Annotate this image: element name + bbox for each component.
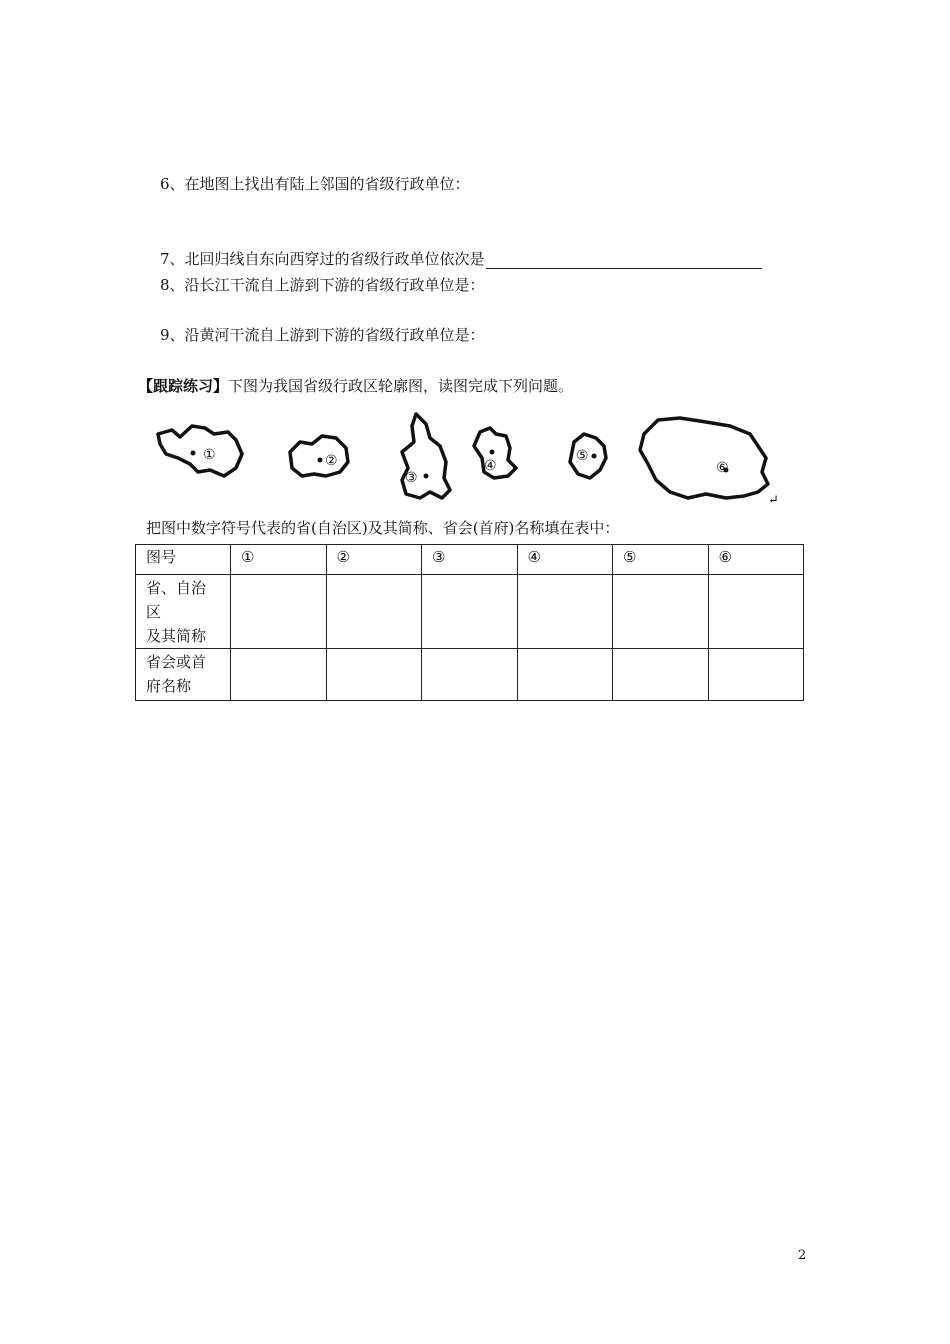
question-9: 9、沿黄河干流自上游到下游的省级行政单位是： <box>160 326 485 344</box>
row-label-line: 省、自治区 <box>146 579 207 621</box>
answer-cell[interactable] <box>326 575 422 649</box>
row-label-capital <box>136 649 231 701</box>
row-label-line: 府名称 <box>146 677 192 695</box>
table-header-row <box>136 545 804 575</box>
outline-1 <box>158 426 242 476</box>
row-label-line: 及其简称 <box>146 627 207 645</box>
answer-cell[interactable] <box>517 649 613 701</box>
row-label-province <box>136 575 231 649</box>
outline-6-label: ⑥ <box>716 460 729 476</box>
outline-3 <box>402 414 450 498</box>
outline-5 <box>570 434 606 478</box>
header-cell: ⑥ <box>708 545 804 575</box>
outline-2-label: ② <box>325 453 338 469</box>
table-row-province <box>136 575 804 649</box>
row-label-line: 省会或首 <box>146 653 207 671</box>
answer-cell[interactable] <box>708 649 804 701</box>
header-cell: ② <box>326 545 422 575</box>
province-outlines-figure <box>150 412 790 512</box>
outline-6 <box>640 418 768 498</box>
return-mark: ↵ <box>768 493 779 508</box>
table-row-capital <box>136 649 804 701</box>
header-cell: 图号 <box>136 545 231 575</box>
header-cell: ⑤ <box>613 545 709 575</box>
question-8: 8、沿长江干流自上游到下游的省级行政单位是： <box>160 276 485 294</box>
answer-cell[interactable] <box>422 575 518 649</box>
header-cell: ④ <box>517 545 613 575</box>
practice-text: 下图为我国省级行政区轮廓图，读图完成下列问题。 <box>228 377 574 395</box>
question-7-text: 7、北回归线自东向西穿过的省级行政单位依次是 <box>160 250 485 268</box>
practice-section <box>138 376 573 396</box>
outline-2 <box>290 436 348 476</box>
answer-cell[interactable] <box>231 575 327 649</box>
question-6: 6、在地图上找出有陆上邻国的省级行政单位： <box>160 175 470 193</box>
answer-cell[interactable] <box>422 649 518 701</box>
answer-cell[interactable] <box>613 649 709 701</box>
outline-4-label: ④ <box>484 458 497 474</box>
header-cell: ① <box>231 545 327 575</box>
question-7 <box>160 249 762 269</box>
answer-table <box>135 544 804 701</box>
answer-cell[interactable] <box>613 575 709 649</box>
outline-4 <box>474 428 516 478</box>
answer-cell[interactable] <box>708 575 804 649</box>
outline-5-label: ⑤ <box>576 448 589 464</box>
answer-cell[interactable] <box>231 649 327 701</box>
page-number: 2 <box>798 1248 807 1263</box>
answer-cell[interactable] <box>517 575 613 649</box>
practice-heading: 【跟踪练习】 <box>138 377 229 395</box>
header-cell: ③ <box>422 545 518 575</box>
outline-1-label: ① <box>203 447 216 463</box>
answer-cell[interactable] <box>326 649 422 701</box>
table-instruction: 把图中数字符号代表的省(自治区)及其简称、省会(首府)名称填在表中： <box>146 519 620 537</box>
answer-blank[interactable] <box>486 251 762 269</box>
outline-3-label: ③ <box>405 470 418 486</box>
